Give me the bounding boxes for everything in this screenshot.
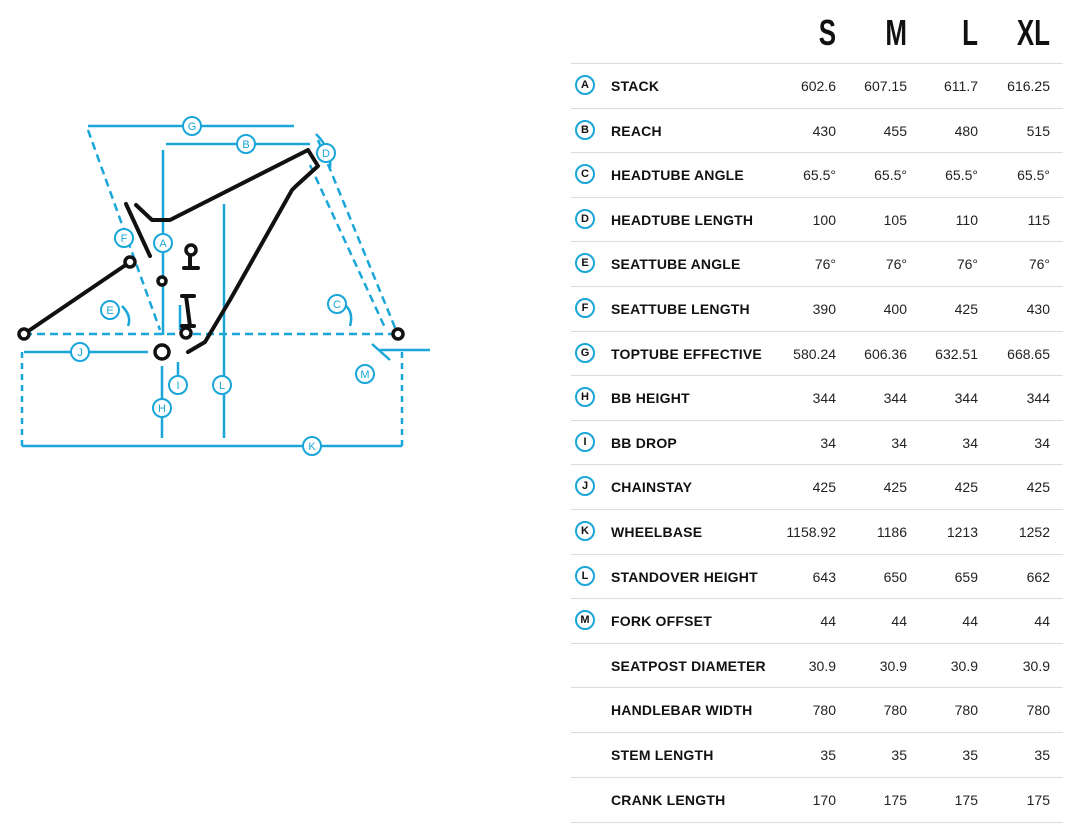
row-value: 30.9 — [1022, 657, 1050, 674]
table-row — [571, 241, 1063, 286]
row-label: STEM LENGTH — [611, 747, 714, 763]
row-value: 425 — [1026, 479, 1050, 496]
table-row — [571, 108, 1063, 153]
row-value: 662 — [1026, 568, 1050, 585]
row-value: 35 — [962, 747, 978, 763]
row-value: 170 — [812, 791, 836, 808]
svg-text:J: J — [77, 347, 83, 359]
size-header-m: M — [885, 12, 907, 53]
row-label: WHEELBASE — [611, 524, 703, 540]
row-value: 30.9 — [950, 657, 978, 674]
row-value: 425 — [883, 479, 907, 496]
row-value: 76° — [956, 256, 978, 273]
row-label: SEATPOST DIAMETER — [611, 657, 766, 674]
row-value: 30.9 — [879, 657, 907, 674]
row-value: 430 — [812, 122, 836, 139]
row-value: 100 — [812, 211, 836, 228]
row-label: SEATTUBE ANGLE — [611, 256, 741, 273]
row-label: HEADTUBE LENGTH — [611, 211, 754, 228]
row-label: STACK — [611, 78, 660, 94]
row-value: 780 — [883, 702, 907, 719]
table-row — [571, 732, 1063, 777]
row-badge: C — [575, 164, 595, 184]
row-value: 390 — [812, 301, 836, 317]
row-label: HANDLEBAR WIDTH — [611, 702, 753, 719]
row-value: 455 — [883, 122, 907, 139]
row-value: 34 — [962, 434, 978, 451]
row-value: 606.36 — [864, 345, 907, 362]
bike-frame — [24, 150, 318, 352]
row-value: 602.6 — [800, 78, 836, 94]
row-badge: K — [575, 521, 595, 541]
row-value: 65.5° — [874, 167, 907, 184]
row-value: 35 — [1034, 747, 1050, 763]
row-badge: J — [575, 476, 595, 496]
row-value: 65.5° — [803, 167, 836, 184]
row-value: 44 — [820, 613, 836, 630]
svg-text:H: H — [158, 403, 166, 415]
row-value: 643 — [812, 568, 836, 585]
row-value: 344 — [883, 390, 907, 407]
row-badge: H — [575, 387, 595, 407]
svg-text:E: E — [106, 305, 114, 317]
row-value: 35 — [891, 747, 907, 763]
svg-text:B: B — [242, 139, 250, 151]
measurement-lines — [22, 126, 430, 446]
row-value: 34 — [1034, 434, 1050, 451]
svg-text:C: C — [333, 299, 341, 311]
row-value: 34 — [820, 434, 836, 451]
svg-text:A: A — [159, 238, 167, 250]
row-value: 650 — [883, 568, 907, 585]
table-row — [571, 554, 1063, 599]
row-value: 44 — [1034, 613, 1050, 630]
row-value: 344 — [812, 390, 836, 407]
row-value: 780 — [1026, 702, 1050, 719]
table-row — [571, 63, 1063, 108]
bike-geometry-diagram — [0, 100, 440, 480]
row-value: 580.24 — [793, 345, 836, 362]
row-value: 110 — [955, 211, 978, 228]
row-badge: I — [575, 432, 595, 452]
row-label: STANDOVER HEIGHT — [611, 568, 758, 585]
row-value: 1213 — [946, 524, 978, 540]
row-value: 115 — [1027, 211, 1050, 228]
svg-text:K: K — [308, 441, 316, 453]
svg-text:L: L — [218, 380, 226, 392]
size-header-l: L — [962, 12, 978, 53]
row-badge: F — [575, 298, 595, 318]
row-value: 65.5° — [1017, 167, 1050, 184]
svg-text:I: I — [176, 380, 180, 392]
row-value: 668.65 — [1007, 345, 1050, 362]
row-value: 400 — [883, 301, 907, 317]
row-value: 344 — [954, 390, 978, 407]
row-value: 1186 — [876, 524, 907, 540]
row-label: SEATTUBE LENGTH — [611, 301, 750, 317]
row-value: 425 — [954, 301, 978, 317]
row-value: 35 — [820, 747, 836, 763]
row-label: REACH — [611, 122, 662, 139]
size-header-xl: XL — [1016, 12, 1050, 53]
table-row — [571, 687, 1063, 732]
row-value: 44 — [891, 613, 907, 630]
row-value: 780 — [812, 702, 836, 719]
size-header-s: S — [818, 12, 836, 53]
row-value: 616.25 — [1007, 78, 1050, 94]
row-value: 425 — [812, 479, 836, 496]
row-label: BB HEIGHT — [611, 390, 690, 407]
svg-text:F: F — [120, 233, 128, 245]
table-row — [571, 643, 1063, 688]
row-badge: G — [575, 343, 595, 363]
table-row — [571, 152, 1063, 197]
row-badge: B — [575, 120, 595, 140]
row-value: 611.7 — [944, 78, 978, 94]
table-row — [571, 420, 1063, 465]
svg-text:M: M — [360, 369, 370, 381]
row-value: 780 — [954, 702, 978, 719]
row-value: 1252 — [1018, 524, 1050, 540]
row-value: 175 — [1026, 791, 1050, 808]
row-value: 65.5° — [945, 167, 978, 184]
svg-text:D: D — [322, 148, 330, 160]
row-value: 34 — [891, 434, 907, 451]
row-label: TOPTUBE EFFECTIVE — [611, 345, 762, 362]
row-label: HEADTUBE ANGLE — [611, 167, 744, 184]
table-row — [571, 331, 1063, 376]
row-value: 344 — [1026, 390, 1050, 407]
row-value: 175 — [883, 791, 907, 808]
row-value: 632.51 — [935, 345, 978, 362]
row-badge: E — [575, 253, 595, 273]
row-value: 76° — [814, 256, 836, 273]
table-row — [571, 197, 1063, 242]
row-value: 480 — [954, 122, 978, 139]
row-value: 76° — [1028, 256, 1050, 273]
table-row — [571, 598, 1063, 643]
row-value: 44 — [962, 613, 978, 630]
row-value: 105 — [883, 211, 907, 228]
table-row — [571, 509, 1063, 554]
row-value: 175 — [954, 791, 978, 808]
row-badge: D — [575, 209, 595, 229]
row-value: 76° — [885, 256, 907, 273]
row-value: 30.9 — [808, 657, 836, 674]
table-row — [571, 375, 1063, 420]
row-label: CRANK LENGTH — [611, 791, 726, 808]
row-label: BB DROP — [611, 434, 677, 451]
row-label: FORK OFFSET — [611, 613, 712, 630]
row-value: 607.15 — [864, 78, 907, 94]
row-badge: M — [575, 610, 595, 630]
table-row — [571, 286, 1063, 331]
table-row — [571, 464, 1063, 509]
row-badge: A — [575, 75, 595, 95]
row-value: 430 — [1026, 301, 1050, 317]
row-label: CHAINSTAY — [611, 479, 693, 496]
svg-text:G: G — [187, 121, 197, 133]
row-value: 515 — [1026, 122, 1050, 139]
row-badge: L — [575, 566, 595, 586]
table-row — [571, 777, 1063, 823]
row-value: 425 — [954, 479, 978, 496]
row-value: 1158.92 — [786, 524, 836, 540]
row-value: 659 — [954, 568, 978, 585]
